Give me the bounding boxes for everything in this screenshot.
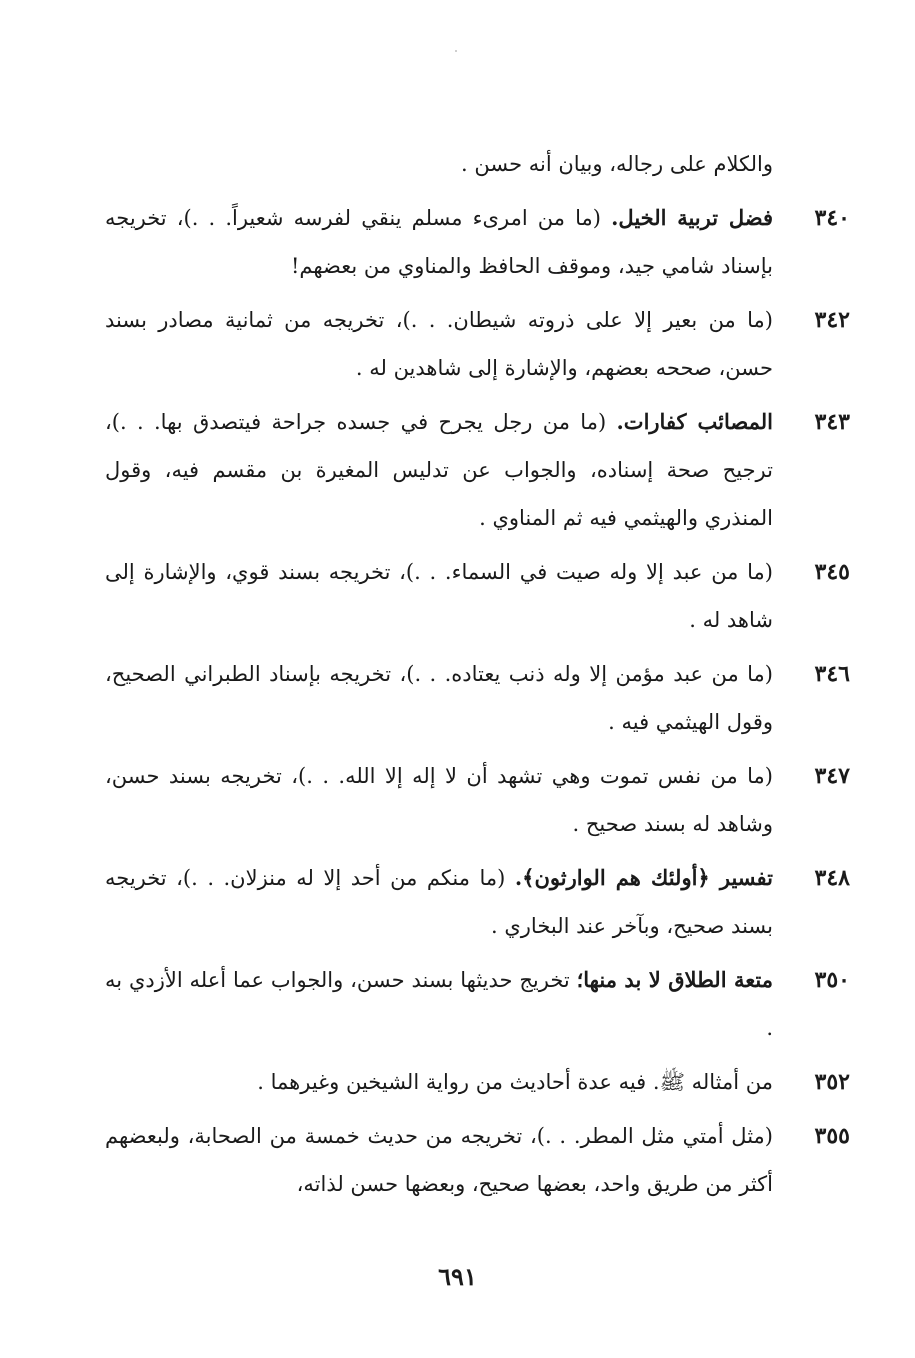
entry-item	[105, 398, 850, 542]
entry-heading: المصائب كفارات.	[616, 409, 773, 434]
entry-item	[105, 956, 850, 1052]
entry-heading: تفسير ﴿أولئك هم الوارثون﴾.	[514, 865, 773, 890]
entry-body: (ما من عبد إلا وله صيت في السماء. . .)، تخريجه بسند قوي، والإشارة إلى شاهد له .	[105, 560, 773, 632]
entry-number: ٣٤٧	[814, 763, 850, 789]
page-number: ٦٩١	[438, 1262, 477, 1291]
entry-body: (مثل أمتي مثل المطر. . .)، تخريجه من حديث خمسة من الصحابة، ولبعضهم أكثر من طريق واحد، بعضها صحيح، وبعضها حسن لذاته،	[105, 1124, 773, 1196]
entry-text	[105, 650, 780, 746]
document-page	[105, 140, 850, 1208]
entry-number: ٣٥٥	[814, 1123, 850, 1149]
entry-number: ٣٤٥	[814, 559, 850, 585]
entry-list	[105, 194, 850, 1208]
entry-number: ٣٥٠	[814, 967, 850, 993]
entry-body: (ما من امرىء مسلم ينقي لفرسه شعيراً. . .)، تخريجه بإسناد شامي جيد، وموقف الحافظ والمناوي من بعضهم!	[105, 206, 773, 278]
entry-body: (ما من نفس تموت وهي تشهد أن لا إله إلا الله. . .)، تخريجه بسند حسن، وشاهد له بسند صحيح .	[105, 764, 773, 836]
entry-text	[105, 854, 780, 950]
entry-text	[105, 956, 780, 1052]
entry-item	[105, 650, 850, 746]
entry-number: ٣٤٣	[814, 409, 850, 435]
entry-body: تخريج حديثها بسند حسن، والجواب عما أعله الأزدي به .	[105, 968, 773, 1040]
entry-number: ٣٤٠	[814, 205, 850, 231]
entry-heading: فضل تربية الخيل.	[611, 205, 773, 230]
entry-text	[105, 194, 780, 290]
entry-heading: متعة الطلاق لا بد منها؛	[576, 967, 773, 992]
entry-text	[105, 296, 780, 392]
entry-body: (ما منكم من أحد إلا له منزلان. . .)، تخريجه بسند صحيح، وبآخر عند البخاري .	[105, 866, 773, 938]
entry-item	[105, 194, 850, 290]
entry-text	[105, 752, 780, 848]
entry-body: من أمثاله ﷺ. فيه عدة أحاديث من رواية الشيخين وغيرهما .	[257, 1070, 773, 1094]
entry-body: (ما من عبد مؤمن إلا وله ذنب يعتاده. . .)، تخريجه بإسناد الطبراني الصحيح، وقول الهيثمي فيه .	[105, 662, 773, 734]
entry-item	[105, 1112, 850, 1208]
intro-line: والكلام على رجاله، وبيان أنه حسن .	[461, 152, 773, 176]
entry-number: ٣٤٢	[814, 307, 850, 333]
entry-number: ٣٤٦	[814, 661, 850, 687]
entry-number: ٣٤٨	[814, 865, 850, 891]
entry-text	[105, 1112, 780, 1208]
entry-item	[105, 752, 850, 848]
entry-body: (ما من رجل يجرح في جسده جراحة فيتصدق بها. . .)، ترجيح صحة إسناده، والجواب عن تدليس المغيرة بن مقسم فيه، وقول المنذري والهيثمي فيه ثم المناوي .	[105, 410, 773, 530]
entry-text	[105, 398, 780, 542]
entry-text	[105, 548, 780, 644]
entry-item	[105, 548, 850, 644]
entry-text	[105, 1058, 780, 1106]
scan-mark	[455, 50, 457, 52]
entry-body: (ما من بعير إلا على ذروته شيطان. . .)، تخريجه من ثمانية مصادر بسند حسن، صححه بعضهم، والإشارة إلى شاهدين له .	[105, 308, 773, 380]
entry-item	[105, 296, 850, 392]
entry-item	[105, 854, 850, 950]
entry-number: ٣٥٢	[814, 1069, 850, 1095]
entry-item	[105, 1058, 850, 1106]
